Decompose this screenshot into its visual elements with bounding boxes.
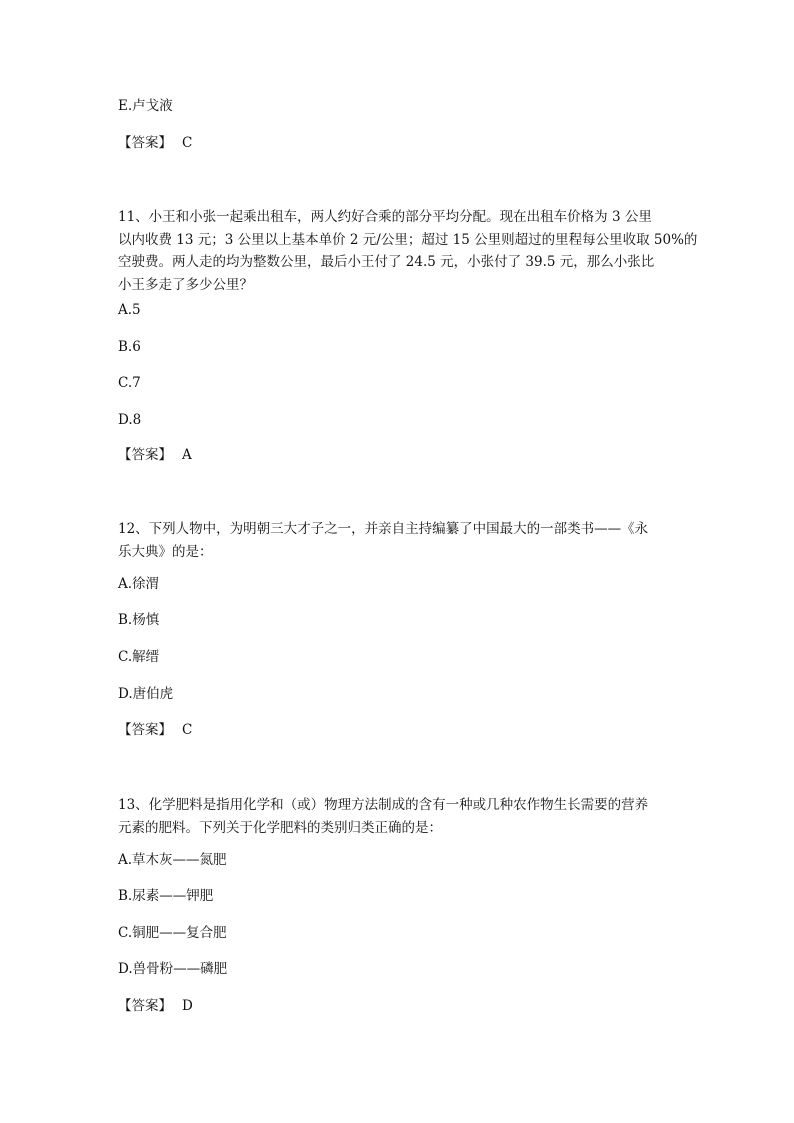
question-12	[118, 518, 698, 563]
option-c: C.解缙	[118, 649, 160, 665]
answer-label: 【答案】	[118, 135, 172, 151]
answer-label: 【答案】	[118, 447, 172, 463]
question-13	[118, 794, 698, 839]
option-d: D.唐伯虎	[118, 686, 174, 702]
option-c: C.铜肥——复合肥	[118, 925, 227, 941]
option-b: B.6	[118, 339, 141, 355]
answer-value: C	[182, 135, 193, 151]
option-a: A.5	[118, 302, 141, 318]
option-b: B.尿素——钾肥	[118, 888, 214, 904]
question-text-line: 11、小王和小张一起乘出租车，两人约好合乘的部分平均分配。现在出租车价格为 3 公里	[118, 209, 652, 225]
answer-value: C	[182, 722, 193, 738]
option-b: B.杨慎	[118, 612, 160, 628]
answer-value: D	[182, 998, 193, 1014]
question-text-line: 空驶费。两人走的均为整数公里，最后小王付了 24.5 元，小张付了 39.5 元，那么小张比	[118, 254, 655, 270]
option-d: D.兽骨粉——磷肥	[118, 961, 228, 977]
answer-value: A	[182, 447, 192, 463]
answer-line	[118, 995, 193, 1017]
option-e: E.卢戈液	[118, 98, 173, 114]
question-11	[118, 206, 698, 296]
answer-line	[118, 719, 192, 741]
option-a: A.徐渭	[118, 576, 160, 592]
answer-line	[118, 132, 192, 154]
question-text-line: 13、化学肥料是指用化学和（或）物理方法制成的含有一种或几种农作物生长需要的营养	[118, 797, 649, 813]
option-d: D.8	[118, 412, 142, 428]
question-text-line: 以内收费 13 元；3 公里以上基本单价 2 元/公里；超过 15 公里则超过的里程每公里收取 50%的	[118, 231, 698, 248]
option-c: C.7	[118, 375, 141, 391]
question-text-line: 小王多走了多少公里？	[118, 276, 253, 293]
question-text-line: 12、下列人物中，为明朝三大才子之一，并亲自主持编纂了中国最大的一部类书——《永	[118, 521, 649, 537]
question-text-line: 元素的肥料。下列关于化学肥料的类别归类正确的是：	[118, 819, 442, 836]
question-text-line: 乐大典》的是：	[118, 543, 213, 560]
answer-line	[118, 444, 192, 466]
answer-label: 【答案】	[118, 998, 172, 1014]
answer-label: 【答案】	[118, 722, 172, 738]
option-a: A.草木灰——氮肥	[118, 852, 227, 868]
